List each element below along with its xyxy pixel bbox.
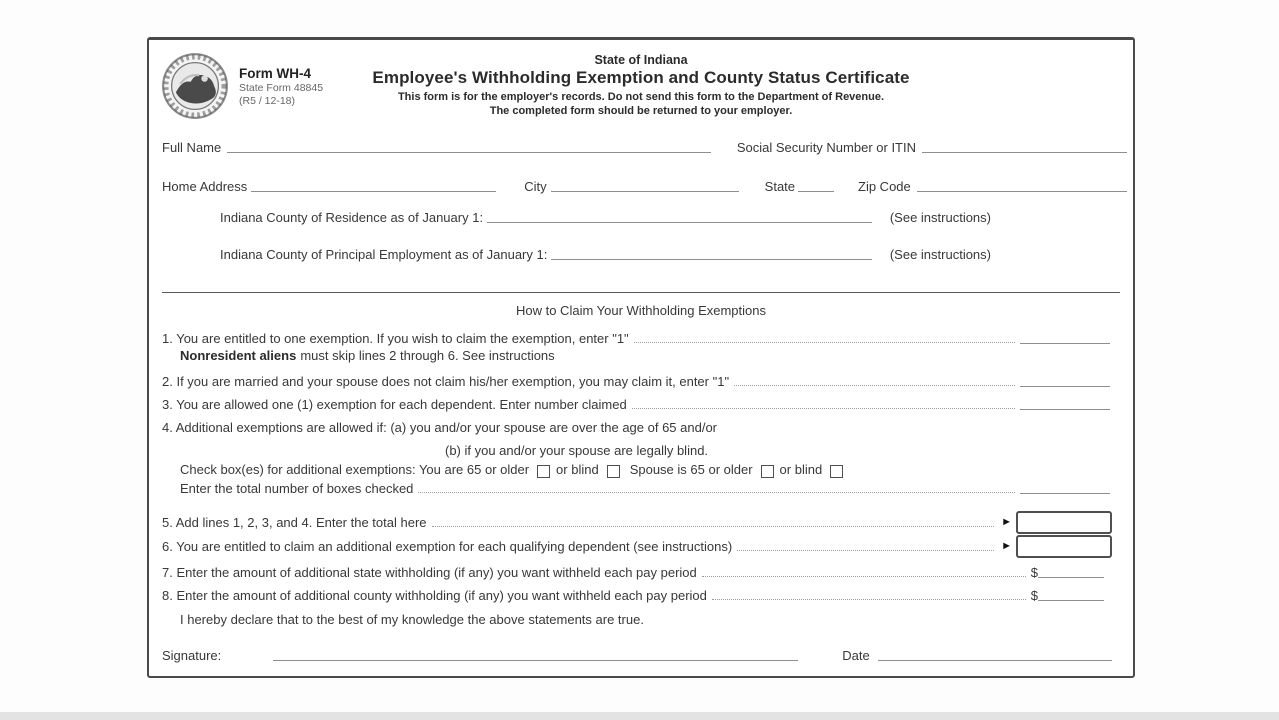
line-7-row [162,565,1120,580]
boxes-checked-leader [418,491,1015,493]
employer-records-note: This form is for the employer's records. Do not send this form to the Department of Revenue. [397,91,885,103]
line-4-checkbox-row [180,462,849,477]
line-1-leader [634,341,1015,343]
line-1-row [162,331,1120,346]
you-65-checkbox[interactable] [537,465,550,478]
full-name-input[interactable] [227,151,711,153]
see-instructions-note: (See instructions) [889,247,991,262]
arrow-right-icon: ► [1001,516,1012,528]
declaration-row [180,612,644,627]
date-input[interactable] [878,659,1112,661]
date-label: Date [842,648,870,663]
line-5-leader [432,525,995,527]
you-blind-checkbox[interactable] [607,465,620,478]
line-4b-text: (b) if you and/or your spouse are legally blind. [445,443,709,458]
line-2-row [162,374,1120,389]
line-2-input[interactable] [1020,385,1110,387]
home-address-label: Home Address [162,179,248,194]
line-8-amount-input[interactable] [1038,599,1104,601]
state-label: State [764,179,796,194]
nonresident-aliens-bold: Nonresident aliens [180,348,297,363]
home-address-input[interactable] [251,190,496,192]
boxes-checked-input[interactable] [1020,492,1110,494]
line-8-text: 8. Enter the amount of additional county withholding (if any) you want withheld each pay period [162,588,707,603]
you-blind-label: or blind [556,462,599,477]
line-5-row [162,511,1120,530]
line-6-text: 6. You are entitled to claim an additional exemption for each qualifying dependent (see instructions) [162,539,733,554]
declaration-text: I hereby declare that to the best of my knowledge the above statements are true. [180,612,644,627]
county-residence-label: Indiana County of Residence as of January 1: [220,210,484,225]
line-1-text: 1. You are entitled to one exemption. If you wish to claim the exemption, enter "1" [162,331,629,346]
line-3-input[interactable] [1020,408,1110,410]
line-5-text: 5. Add lines 1, 2, 3, and 4. Enter the total here [162,515,427,530]
line-6-row [162,535,1120,554]
zip-code-input[interactable] [917,190,1127,192]
arrow-right-icon: ► [1001,540,1012,552]
return-to-employer-note: The completed form should be returned to your employer. [489,105,793,117]
line-7-text: 7. Enter the amount of additional state withholding (if any) you want withheld each pay period [162,565,697,580]
line-3-row [162,397,1120,412]
line-4a-row [162,420,717,435]
county-residence-row [220,210,991,225]
spouse-65-checkbox[interactable] [761,465,774,478]
dollar-sign: $ [1030,588,1038,603]
form-id-block [239,66,323,107]
address-row [162,179,1127,194]
see-instructions-note: (See instructions) [889,210,991,225]
line-7-amount-input[interactable] [1038,576,1104,578]
line-6-total-box[interactable] [1016,535,1112,558]
dollar-sign: $ [1030,565,1038,580]
state-name: State of Indiana [594,53,688,67]
line-4b-row [445,443,708,458]
line-4a-text: 4. Additional exemptions are allowed if: (a) you and/or your spouse are over the age of 65 and/or [162,420,718,435]
zip-code-label: Zip Code [858,179,911,194]
county-employment-label: Indiana County of Principal Employment as of January 1: [220,247,548,262]
city-input[interactable] [551,190,739,192]
line-2-leader [734,384,1015,386]
signature-input[interactable] [273,659,798,661]
signature-row [162,648,1127,663]
line-4-total-row [180,481,1120,496]
city-label: City [524,179,547,194]
line-1-input[interactable] [1020,342,1110,344]
form-number: Form WH-4 [239,66,311,81]
spouse-blind-label: or blind [779,462,823,477]
line-5-total-box[interactable] [1016,511,1112,534]
line-8-row [162,588,1120,603]
line-3-leader [632,407,1015,409]
checkbox-row-prefix: Check box(es) for additional exemptions: You are 65 or older [180,462,530,477]
spouse-blind-checkbox[interactable] [830,465,843,478]
section-divider [162,292,1120,293]
bottom-edge-strip [0,712,1279,720]
section-heading: How to Claim Your Withholding Exemptions [515,303,766,318]
ssn-label: Social Security Number or ITIN [736,140,916,155]
boxes-checked-text: Enter the total number of boxes checked [180,481,414,496]
county-residence-input[interactable] [487,221,872,223]
county-employment-input[interactable] [551,258,872,260]
line-8-leader [712,598,1026,600]
county-employment-row [220,247,991,262]
nonresident-aliens-note: must skip lines 2 through 6. See instructions [300,348,555,363]
line-3-text: 3. You are allowed one (1) exemption for each dependent. Enter number claimed [162,397,627,412]
ssn-input[interactable] [922,151,1127,153]
line-7-leader [702,575,1026,577]
form-title: Employee's Withholding Exemption and County Status Certificate [372,68,910,87]
name-ssn-row [162,140,1127,155]
indiana-state-seal-icon [161,52,229,120]
form-revision: (R5 / 12-18) [239,94,296,107]
line-1-note-row [180,348,555,363]
line-6-leader [737,549,994,551]
signature-label: Signature: [162,648,222,663]
state-form-number: State Form 48845 [239,82,324,95]
wh4-form-document [147,37,1135,678]
state-input[interactable] [798,190,834,192]
line-2-text: 2. If you are married and your spouse does not claim his/her exemption, you may claim it, enter "1" [162,374,730,389]
spouse-65-label: Spouse is 65 or older [629,462,753,477]
full-name-label: Full Name [162,140,222,155]
